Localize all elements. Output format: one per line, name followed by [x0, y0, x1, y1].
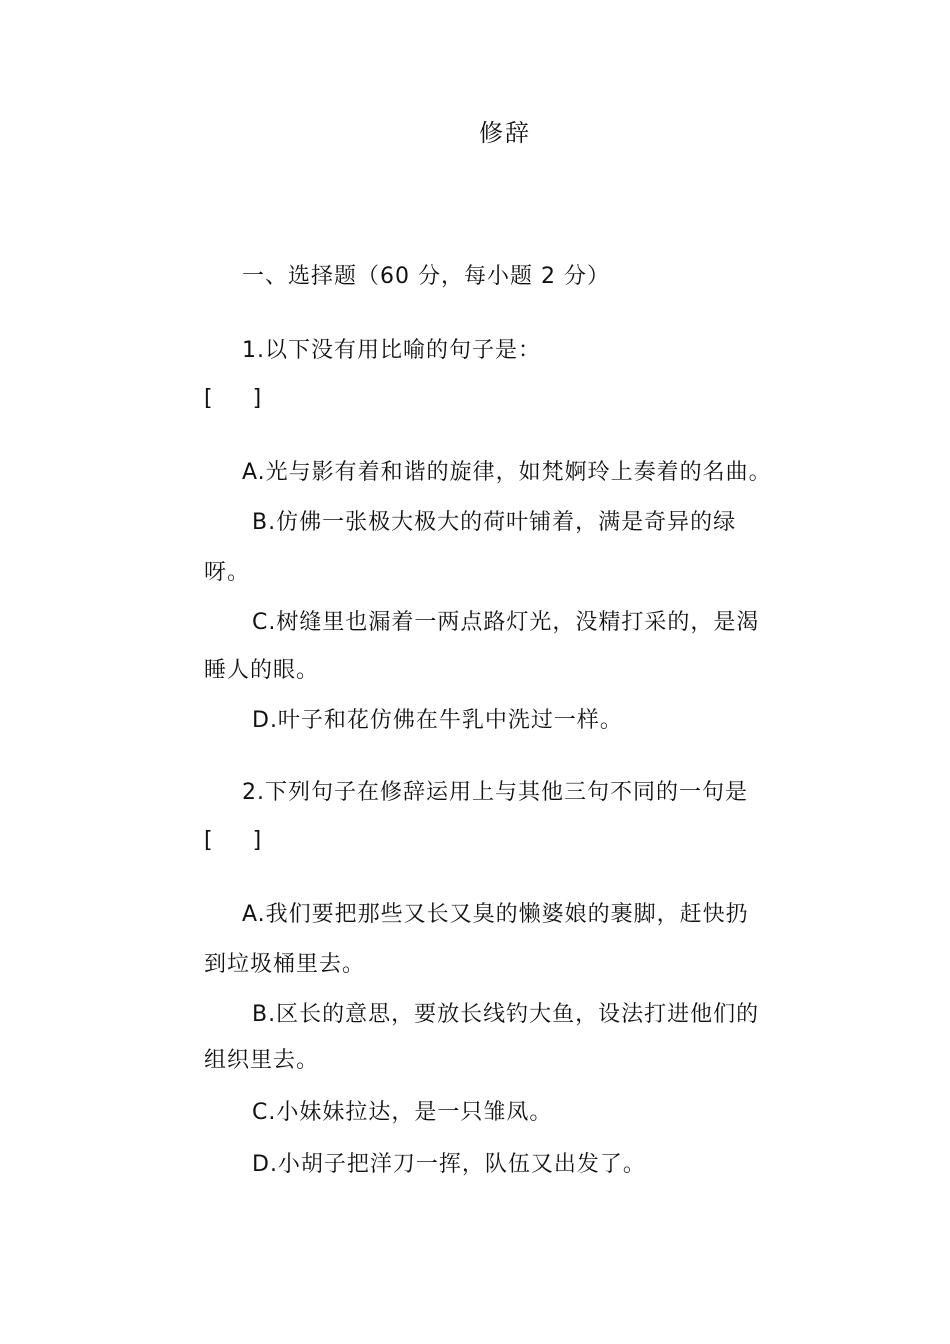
- question-1-option-c-continued: 睡人的眼。: [204, 658, 320, 683]
- question-2-answer-bracket: [204, 826, 261, 856]
- question-1-option-b: B.仿佛一张极大极大的荷叶铺着，满是奇异的绿: [252, 510, 737, 535]
- bracket-open: [: [204, 828, 213, 853]
- page-title: 修辞: [479, 119, 531, 147]
- bracket-close: ]: [252, 386, 262, 411]
- question-2-option-b: B.区长的意思，要放长线钓大鱼，设法打进他们的: [252, 1002, 760, 1027]
- question-2-option-c: C.小妹妹拉达，是一只雏凤。: [252, 1100, 553, 1125]
- section-title: 一、选择题（60 分，每小题 2 分）: [242, 264, 610, 289]
- question-1-option-c: C.树缝里也漏着一两点路灯光，没精打采的，是渴: [252, 610, 760, 635]
- question-2-option-b-continued: 组织里去。: [204, 1048, 320, 1073]
- question-2-option-d: D.小胡子把洋刀一挥，队伍又出发了。: [252, 1152, 646, 1177]
- question-2-stem: 2.下列句子在修辞运用上与其他三句不同的一句是: [242, 780, 748, 805]
- bracket-close: ]: [252, 828, 262, 853]
- question-1-answer-bracket: [204, 384, 261, 414]
- question-1-stem: 1.以下没有用比喻的句子是：: [242, 338, 541, 363]
- bracket-open: [: [204, 386, 213, 411]
- question-2-option-a: A.我们要把那些又长又臭的懒婆娘的裹脚，赶快扔: [242, 902, 749, 927]
- question-1-option-a: A.光与影有着和谐的旋律，如梵婀玲上奏着的名曲。: [242, 460, 772, 485]
- question-1-option-b-continued: 呀。: [204, 560, 251, 585]
- question-2-option-a-continued: 到垃圾桶里去。: [204, 952, 366, 977]
- question-1-option-d: D.叶子和花仿佛在牛乳中洗过一样。: [252, 708, 623, 733]
